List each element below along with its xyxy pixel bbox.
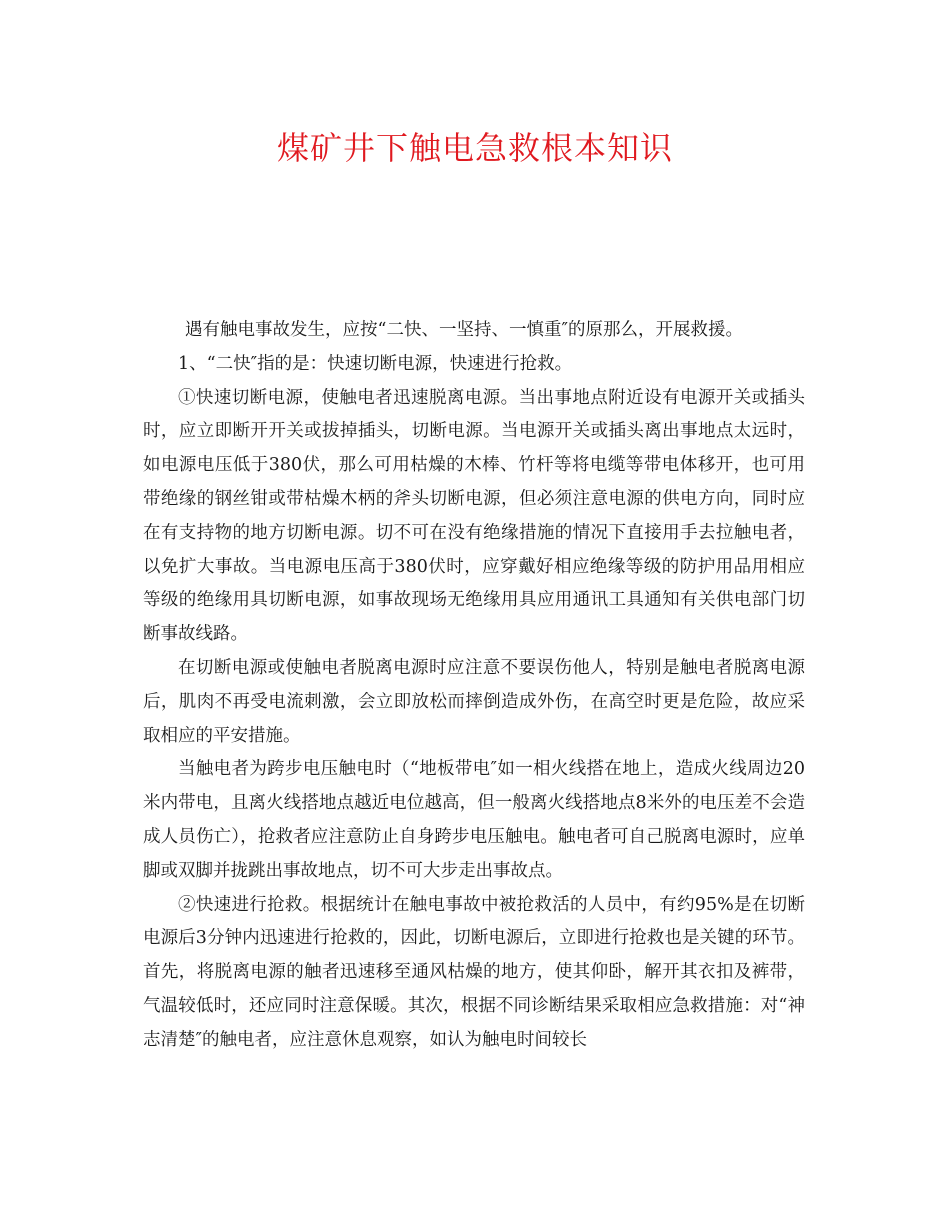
paragraph-intro: 遇有触电事故发生，应按“二快、一坚持、一慎重″的原那么，开展救援。 xyxy=(185,320,743,340)
paragraph-two-fast: 1、“二快″指的是：快速切断电源，快速进行抢救。 xyxy=(178,353,573,374)
paragraph-caution: 在切断电源或使触电者脱离电源时应注意不要误伤他人，特别是触电者脱离电源后，肌肉不再受电流刺激，会立即放松而摔倒造成外伤，在高空时更是危险，故应采取相应的平安措施。 xyxy=(143,657,805,746)
paragraph-step-voltage: 当触电者为跨步电压触电时（“地板带电″如一相火线搭在地上，造成火线周边20米内带电，且离火线搭地点越近电位越高，但一般离火线搭地点8米外的电压差不会造成人员伤亡），抢救者应注意防止自身跨步电压触电。触电者可自己脱离电源时，应单脚或双脚并拢跳出事故地点，切不可大步走出事故点。 xyxy=(143,759,805,881)
paragraph-rescue: ②快速进行抢救。根据统计在触电事故中被抢救活的人员中，有约95%是在切断电源后3分钟内迅速进行抢救的，因此，切断电源后，立即进行抢救也是关键的环节。首先，将脱离电源的触者迅速移至通风枯燥的地方，使其仰卧，解开其衣扣及裤带，气温较低时，还应同时注意保暖。其次，根据不同诊断结果采取相应急救措施：对“神志清楚″的触电者，应注意休息观察，如认为触电时间较长 xyxy=(143,894,805,1050)
page-title: 煤矿井下触电急救根本知识 xyxy=(276,129,673,167)
paragraph-cut-power: ①快速切断电源，使触电者迅速脱离电源。当出事地点附近设有电源开关或插头时，应立即断开开关或拔掉插头，切断电源。当电源开关或插头离出事地点太远时，如电源电压低于380伏，那么可用枯燥的木棒、竹杆等将电缆等带电体移开，也可用带绝缘的钢丝钳或带枯燥木柄的斧头切断电源，但必须注意电源的供电方向，同时应在有支持物的地方切断电源。切不可在没有绝缘措施的情况下直接用手去拉触电者，以免扩大事故。当电源电压高于380伏时，应穿戴好相应绝缘等级的防护用品用相应等级的绝缘用具切断电源，如事故现场无绝缘用具应用通讯工具通知有关供电部门切断事故线路。 xyxy=(143,387,805,645)
document-body xyxy=(143,314,805,1058)
